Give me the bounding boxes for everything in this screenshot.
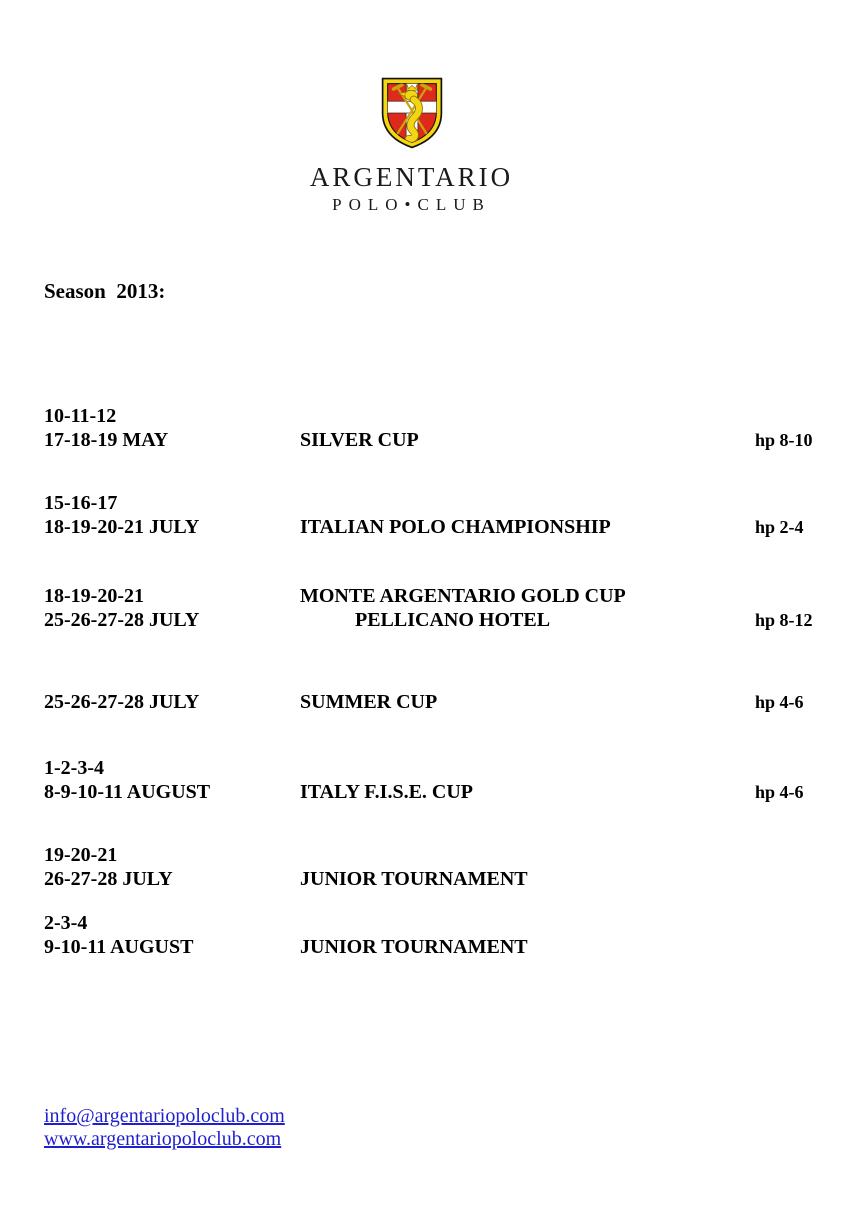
event-dates-line2: 18-19-20-21 JULY <box>44 516 200 538</box>
event-dates-line2: 8-9-10-11 AUGUST <box>44 781 211 803</box>
website-link[interactable]: www.argentariopoloclub.com <box>44 1128 282 1150</box>
tournament-schedule <box>44 404 855 959</box>
event-handicap: hp 4-6 <box>755 692 804 712</box>
event-title <box>300 584 755 632</box>
event-title-line1: ITALY F.I.S.E. CUP <box>300 781 474 803</box>
event-row-silver-cup <box>44 404 855 452</box>
event-dates-line2: 25-26-27-28 JULY <box>44 609 200 631</box>
event-handicap: hp 2-4 <box>755 517 804 537</box>
event-title-line2: PELLICANO HOTEL <box>355 609 551 631</box>
event-dates <box>44 756 300 804</box>
season-heading: Season 2013: <box>44 279 166 303</box>
event-handicap: hp 8-12 <box>755 610 813 630</box>
event-dates-line1: 25-26-27-28 JULY <box>44 691 200 713</box>
event-row-junior-tournament-august <box>44 911 855 959</box>
event-title <box>300 690 755 714</box>
club-subtitle: POLO•CLUB <box>332 195 491 214</box>
event-dates-line1: 2-3-4 <box>44 912 88 934</box>
event-dates-line2: 26-27-28 JULY <box>44 868 173 890</box>
event-title-line1: SILVER CUP <box>300 429 419 451</box>
club-name: ARGENTARIO <box>309 162 514 192</box>
contact-links <box>44 1105 855 1151</box>
event-title <box>300 780 755 804</box>
event-dates <box>44 843 300 891</box>
event-dates-line1: 15-16-17 <box>44 492 118 514</box>
event-dates-line1: 1-2-3-4 <box>44 757 104 779</box>
event-dates <box>44 690 300 714</box>
event-title-line1: SUMMER CUP <box>300 691 438 713</box>
event-row-summer-cup <box>44 690 855 714</box>
event-handicap: hp 4-6 <box>755 782 804 802</box>
event-dates-line2: 9-10-11 AUGUST <box>44 936 194 958</box>
event-dates-line1: 10-11-12 <box>44 405 117 427</box>
event-dates <box>44 491 300 539</box>
event-row-italian-polo-championship <box>44 491 855 539</box>
event-dates-line1: 19-20-21 <box>44 844 118 866</box>
event-dates <box>44 911 300 959</box>
document-content <box>0 279 855 1151</box>
club-crest-icon <box>370 70 454 156</box>
event-dates <box>44 404 300 452</box>
event-row-gold-cup <box>44 584 855 632</box>
email-link[interactable]: info@argentariopoloclub.com <box>44 1105 285 1127</box>
club-logo <box>252 70 572 215</box>
event-title <box>300 867 755 891</box>
event-row-fise-cup <box>44 756 855 804</box>
event-dates <box>44 584 300 632</box>
event-handicap: hp 8-10 <box>755 430 813 450</box>
event-title <box>300 515 755 539</box>
event-row-junior-tournament-july <box>44 843 855 891</box>
event-title-line1: ITALIAN POLO CHAMPIONSHIP <box>300 516 611 538</box>
event-title-line1: MONTE ARGENTARIO GOLD CUP <box>300 585 626 607</box>
event-dates-line1: 18-19-20-21 <box>44 585 144 607</box>
event-dates-line2: 17-18-19 MAY <box>44 429 169 451</box>
event-title <box>300 428 755 452</box>
event-title <box>300 935 755 959</box>
event-title-line1: JUNIOR TOURNAMENT <box>300 868 528 890</box>
event-title-line1: JUNIOR TOURNAMENT <box>300 936 528 958</box>
